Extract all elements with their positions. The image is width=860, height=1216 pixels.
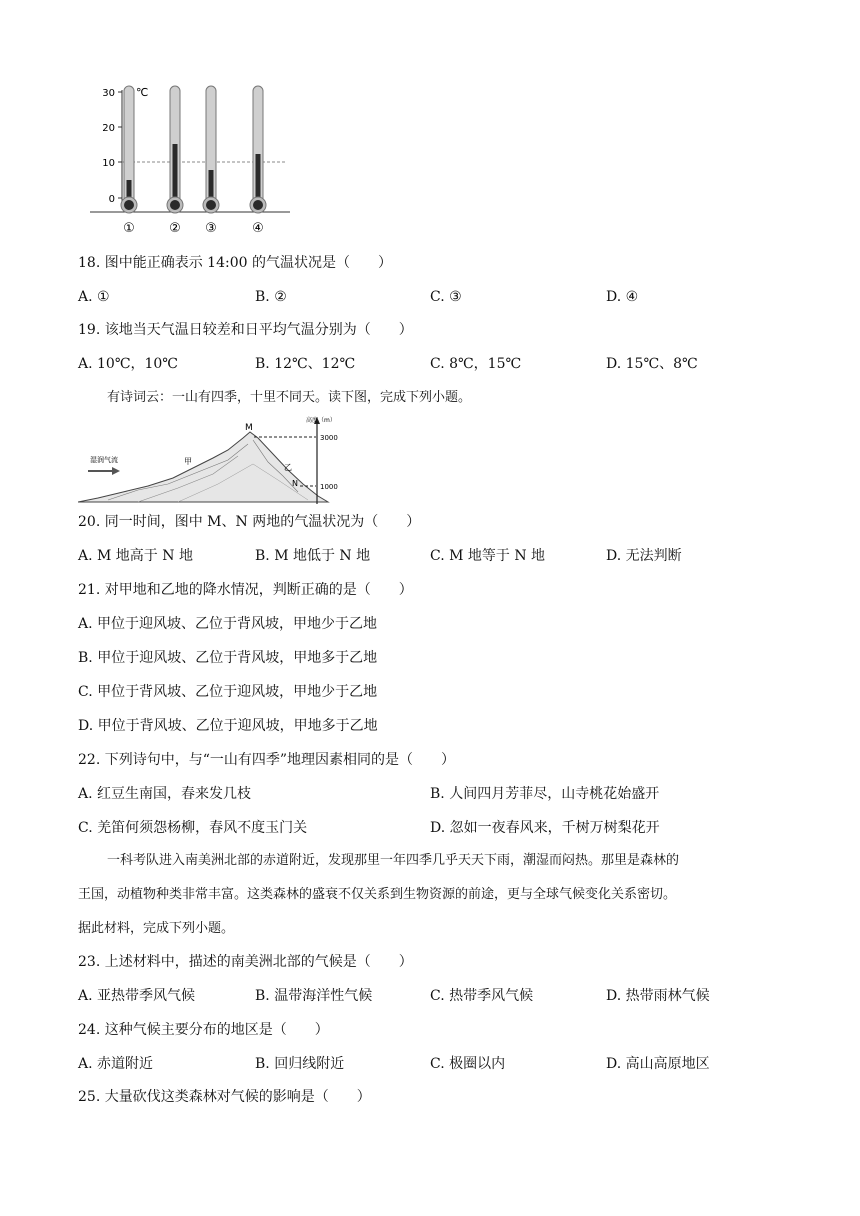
thermometer-1 [121,86,137,213]
passage-line-2: 王国，动植物种类非常丰富。这类森林的盛衰不仅关系到生物资源的前途，更与全球气候变化关系密切。 [78,887,677,902]
q24-option-a: A. 赤道附近 [78,1056,154,1072]
passage-line-3: 据此材料，完成下列小题。 [78,921,235,936]
q21-option-b: B. 甲位于迎风坡、乙位于背风坡，甲地多于乙地 [78,650,378,666]
q22-option-a: A. 红豆生南国，春来发几枝 [78,786,252,802]
thermometer-4 [250,86,266,213]
height-axis-label: 高度（m） [306,417,336,424]
axis-tick-20: 20 [102,123,115,134]
unit-label: ℃ [136,86,149,99]
q19-stem: 19. 该地当天气温日较差和日平均气温分别为（ ） [78,322,413,338]
axis-tick-0: 0 [108,194,115,205]
q23-option-c: C. 热带季风气候 [430,988,534,1004]
q24-option-b: B. 回归线附近 [255,1056,345,1072]
thermometer-label-3: ③ [205,221,217,236]
q18-option-d: D. ④ [606,289,639,305]
q21-option-a: A. 甲位于迎风坡、乙位于背风坡，甲地少于乙地 [78,616,378,632]
q19-option-a: A. 10℃，10℃ [78,356,178,372]
intro-text: 有诗词云：一山有四季，十里不同天。读下图，完成下列小题。 [107,390,472,405]
q22-option-d: D. 忽如一夜春风来，千树万树梨花开 [430,820,660,836]
q23-option-b: B. 温带海洋性气候 [255,988,373,1004]
q20-option-c: C. M 地等于 N 地 [430,548,546,564]
height-3000: 3000 [320,434,338,442]
thermometer-2 [167,86,183,213]
label-jia: 甲 [184,457,192,466]
q18-option-c: C. ③ [430,289,462,305]
q20-option-d: D. 无法判断 [606,548,682,564]
thermometer-3 [203,86,219,213]
q23-stem: 23. 上述材料中，描述的南美洲北部的气候是（ ） [78,954,413,970]
q18-stem: 18. 图中能正确表示 14:00 的气温状况是（ ） [78,255,392,271]
q19-option-b: B. 12℃、12℃ [255,356,356,372]
thermometer-label-1: ① [123,221,135,236]
q23-option-a: A. 亚热带季风气候 [78,988,196,1004]
q22-option-b: B. 人间四月芳菲尽，山寺桃花始盛开 [430,786,660,802]
q18-option-b: B. ② [255,289,287,305]
q22-option-c: C. 羌笛何须怨杨柳，春风不度玉门关 [78,820,308,836]
height-1000: 1000 [320,483,338,491]
airflow-label: 湿润气流 [90,456,118,464]
q20-stem: 20. 同一时间，图中 M、N 两地的气温状况为（ ） [78,514,421,530]
q22-stem: 22. 下列诗句中，与“一山有四季”地理因素相同的是（ ） [78,752,456,768]
axis-tick-30: 30 [102,88,115,99]
q18-option-a: A. ① [78,289,110,305]
q24-stem: 24. 这种气候主要分布的地区是（ ） [78,1022,329,1038]
q20-option-b: B. M 地低于 N 地 [255,548,371,564]
q23-option-d: D. 热带雨林气候 [606,988,710,1004]
q19-option-d: D. 15℃、8℃ [606,356,698,372]
thermometer-label-2: ② [169,221,181,236]
q21-stem: 21. 对甲地和乙地的降水情况，判断正确的是（ ） [78,582,413,598]
label-yi: 乙 [284,463,292,472]
label-m: M [245,423,253,433]
q21-option-d: D. 甲位于背风坡、乙位于迎风坡，甲地多于乙地 [78,718,378,734]
thermometer-label-4: ④ [252,221,264,236]
q19-option-c: C. 8℃，15℃ [430,356,522,372]
q25-stem: 25. 大量砍伐这类森林对气候的影响是（ ） [78,1089,371,1105]
thermometer-figure [90,80,290,240]
mountain-figure [78,414,348,506]
q21-option-c: C. 甲位于背风坡、乙位于迎风坡，甲地少于乙地 [78,684,378,700]
q24-option-d: D. 高山高原地区 [606,1056,710,1072]
label-n: N [292,479,298,488]
axis-tick-10: 10 [102,158,115,169]
q20-option-a: A. M 地高于 N 地 [78,548,193,564]
q24-option-c: C. 极圈以内 [430,1056,506,1072]
passage-line-1: 一科考队进入南美洲北部的赤道附近，发现那里一年四季几乎天天下雨，潮湿而闷热。那里是森林的 [107,853,680,868]
